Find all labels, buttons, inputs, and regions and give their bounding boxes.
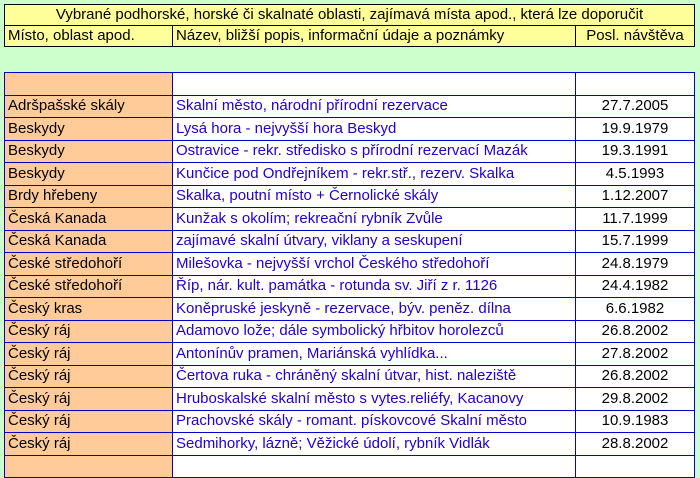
table-row <box>5 410 695 433</box>
description-link[interactable]: Říp, nár. kult. památka - rotunda sv. Jiří z r. 1126 <box>173 275 576 298</box>
column-header-place: Místo, oblast apod. <box>5 26 173 47</box>
table-row <box>5 365 695 388</box>
last-visit-cell: 24.4.1982 <box>576 275 695 298</box>
places-table <box>4 72 695 478</box>
table-row <box>5 95 695 118</box>
table-row <box>5 298 695 321</box>
last-visit-cell: 15.7.1999 <box>576 230 695 253</box>
table-row <box>5 185 695 208</box>
table-title: Vybrané podhorské, horské či skalnaté oblasti, zajímavá místa apod., která lze doporučit <box>5 5 695 26</box>
place-cell <box>5 73 173 96</box>
place-cell: Brdy hřebeny <box>5 185 173 208</box>
description-link[interactable]: Skalní město, národní přírodní rezervace <box>173 95 576 118</box>
place-cell: Beskydy <box>5 163 173 186</box>
description-link[interactable]: Skalka, poutní místo + Černolické skály <box>173 185 576 208</box>
table-row <box>5 140 695 163</box>
description-link[interactable]: Čertova ruka - chráněný skalní útvar, hist. naleziště <box>173 365 576 388</box>
table-row <box>5 163 695 186</box>
last-visit-cell: 19.3.1991 <box>576 140 695 163</box>
last-visit-cell: 19.9.1979 <box>576 118 695 141</box>
last-visit-cell <box>576 455 695 478</box>
last-visit-cell: 27.7.2005 <box>576 95 695 118</box>
place-cell: Český ráj <box>5 365 173 388</box>
last-visit-cell: 28.8.2002 <box>576 433 695 456</box>
table-row <box>5 343 695 366</box>
last-visit-cell: 24.8.1979 <box>576 253 695 276</box>
description-link <box>173 73 576 96</box>
place-cell: Český ráj <box>5 388 173 411</box>
last-visit-cell: 10.9.1983 <box>576 410 695 433</box>
description-link[interactable]: Hruboskalské skalní město s vytes.reliéfy, Kacanovy <box>173 388 576 411</box>
description-link[interactable]: Lysá hora - nejvyšší hora Beskyd <box>173 118 576 141</box>
description-link[interactable]: zajímavé skalní útvary, viklany a seskupení <box>173 230 576 253</box>
place-cell: Český ráj <box>5 343 173 366</box>
table-row <box>5 320 695 343</box>
place-cell <box>5 455 173 478</box>
place-cell: České středohoří <box>5 253 173 276</box>
last-visit-cell: 11.7.1999 <box>576 208 695 231</box>
description-link[interactable]: Ostravice - rekr. středisko s přírodní rezervací Mazák <box>173 140 576 163</box>
place-cell: Český ráj <box>5 433 173 456</box>
place-cell: Beskydy <box>5 140 173 163</box>
table-row <box>5 230 695 253</box>
header-table <box>4 4 695 47</box>
table-row <box>5 208 695 231</box>
column-header-description: Název, bližší popis, informační údaje a poznámky <box>173 26 576 47</box>
description-link[interactable]: Koněpruské jeskyně - rezervace, býv. peněz. dílna <box>173 298 576 321</box>
last-visit-cell: 29.8.2002 <box>576 388 695 411</box>
last-visit-cell <box>576 73 695 96</box>
description-link[interactable]: Antonínův pramen, Mariánská vyhlídka... <box>173 343 576 366</box>
last-visit-cell: 4.5.1993 <box>576 163 695 186</box>
place-cell: Český kras <box>5 298 173 321</box>
column-header-last-visit: Posl. návštěva <box>576 26 695 47</box>
place-cell: Český ráj <box>5 410 173 433</box>
description-link[interactable]: Sedmihorky, lázně; Věžické údolí, rybník Vidlák <box>173 433 576 456</box>
place-cell: České středohoří <box>5 275 173 298</box>
description-link[interactable]: Adamovo lože; dále symbolický hřbitov horolezců <box>173 320 576 343</box>
table-row <box>5 118 695 141</box>
description-link[interactable]: Kunžak s okolím; rekreační rybník Zvůle <box>173 208 576 231</box>
table-row <box>5 253 695 276</box>
place-cell: Česká Kanada <box>5 208 173 231</box>
description-link[interactable]: Prachovské skály - romant. pískovcové Skalní město <box>173 410 576 433</box>
table-row <box>5 275 695 298</box>
description-link[interactable]: Kunčice pod Ondřejníkem - rekr.stř., rezerv. Skalka <box>173 163 576 186</box>
place-cell: Adršpašské skály <box>5 95 173 118</box>
table-row <box>5 455 695 478</box>
description-link <box>173 455 576 478</box>
description-link[interactable]: Milešovka - nejvyšší vrchol Českého středohoří <box>173 253 576 276</box>
last-visit-cell: 26.8.2002 <box>576 320 695 343</box>
last-visit-cell: 6.6.1982 <box>576 298 695 321</box>
place-cell: Český ráj <box>5 320 173 343</box>
table-row <box>5 388 695 411</box>
place-cell: Česká Kanada <box>5 230 173 253</box>
last-visit-cell: 1.12.2007 <box>576 185 695 208</box>
table-row <box>5 73 695 96</box>
last-visit-cell: 27.8.2002 <box>576 343 695 366</box>
last-visit-cell: 26.8.2002 <box>576 365 695 388</box>
place-cell: Beskydy <box>5 118 173 141</box>
